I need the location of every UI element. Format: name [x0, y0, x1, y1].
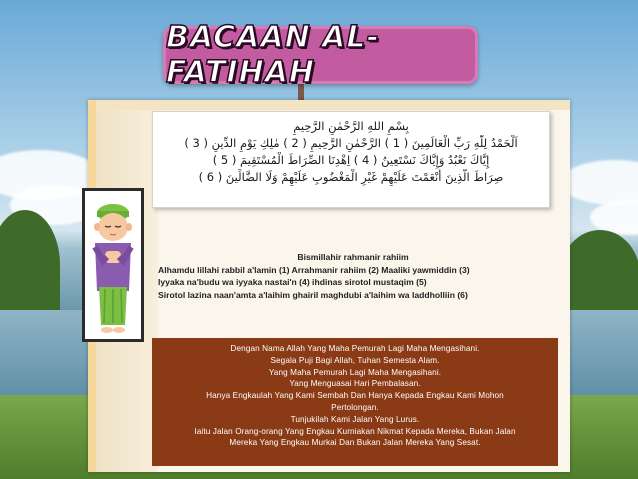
translation-line: Tunjukilah Kami Jalan Yang Lurus. — [290, 414, 420, 424]
translation-line: Iaitu Jalan Orang-orang Yang Engkau Kurniakan Nikmat Kepada Mereka, Bukan Jalan — [194, 426, 516, 436]
transliteration-line: Bismillahir rahmanir rahiim — [297, 252, 409, 262]
transliteration-line: Sirotol lazina naan'amta a'laihim ghairil maghdubi a'laihim wa laddholliin (6) — [158, 289, 468, 300]
translation-line: Segala Puji Bagi Allah, Tuhan Semesta Alam. — [270, 355, 440, 365]
transliteration-line: Alhamdu lillahi rabbil a'lamin (1) Arrahmanir rahiim (2) Maaliki yawmiddin (3) — [158, 264, 470, 275]
transliteration-line: Iyyaka na'budu wa iyyaka nastai'n (4) ihdinas sirotol mustaqim (5) — [158, 277, 427, 287]
translation-line: Yang Maha Pemurah Lagi Maha Mengasihani. — [268, 367, 442, 377]
translation-line: Yang Menguasai Hari Pembalasan. — [289, 379, 421, 389]
transliteration-block — [158, 251, 548, 301]
arabic-line: صِرَاطَ الَّذِينَ أَنْعَمْتَ عَلَيْهِمْ غَيْرِ الْمَغْضُوبِ عَلَيْهِمْ وَلَا الضَّالِّينَ ( 6 ) — [198, 170, 504, 184]
boy-icon — [85, 191, 141, 339]
arabic-line: إِيَّاكَ نَعْبُدُ وَإِيَّاكَ نَسْتَعِينُ ( 4 ) اِهْدِنَا الصِّرَاطَ الْمُسْتَقِيمَ ( 5 ) — [212, 153, 490, 167]
arabic-line: اَلْحَمْدُ لِلّٰهِ رَبِّ الْعَالَمِينَ ( 1 ) الرَّحْمٰنِ الرَّحِيمِ ( 2 ) مٰلِكِ يَوْمِ الدِّينِ ( 3 ) — [184, 136, 518, 150]
page-title: BACAAN AL-FATIHAH — [166, 20, 380, 90]
title-banner — [163, 20, 478, 90]
arabic-text-box — [152, 111, 550, 208]
arabic-line: بِسْمِ اللهِ الرَّحْمٰنِ الرَّحِيمِ — [293, 119, 409, 133]
translation-line: Mereka Yang Engkau Murkai Dan Bukan Jalan Mereka Yang Sesat. — [229, 438, 481, 448]
translation-line: Pertolongan. — [331, 402, 379, 412]
translation-line: Dengan Nama Allah Yang Maha Pemurah Lagi Maha Mengasihani. — [230, 344, 480, 353]
translation-box — [152, 338, 558, 466]
praying-boy-illustration — [82, 188, 144, 342]
translation-line: Hanya Engkaulah Yang Kami Sembah Dan Hanya Kepada Engkau Kami Mohon — [206, 391, 504, 401]
